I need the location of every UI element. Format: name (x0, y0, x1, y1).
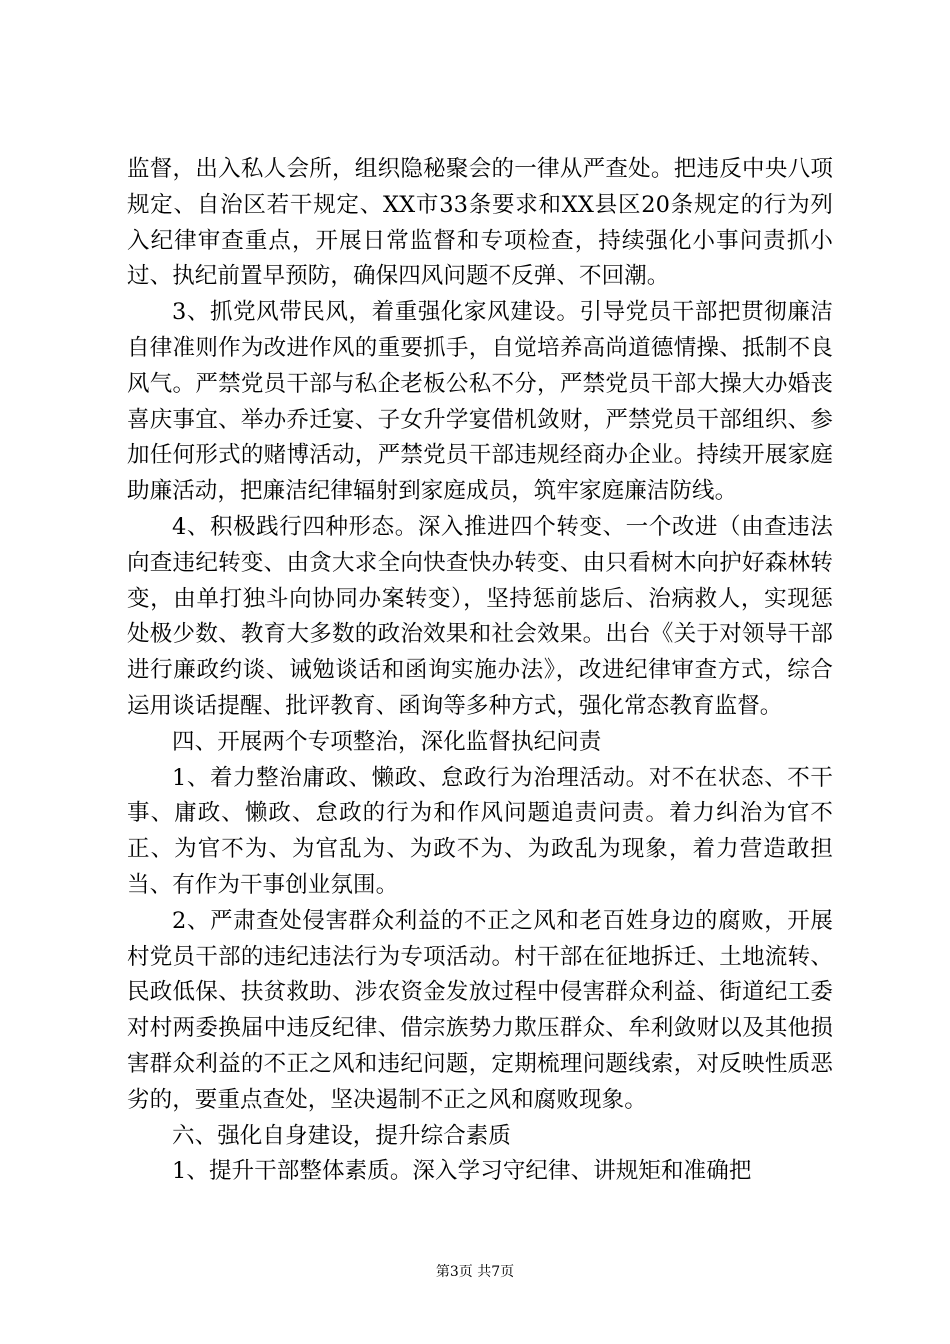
paragraph-item-3: 3、抓党风带民风，着重强化家风建设。引导党员干部把贯彻廉洁自律准则作为改进作风的重要抓手，自觉培养高尚道德情操、抵制不良风气。严禁党员干部与私企老板公私不分，严禁党员干部大操大办婚丧喜庆事宜、举办乔迁宴、子女升学宴借机敛财，严禁党员干部组织、参加任何形式的赌博活动，严禁党员干部违规经商办企业。持续开展家庭助廉活动，把廉洁纪律辐射到家庭成员，筑牢家庭廉洁防线。 (127, 299, 833, 505)
page-number-footer: 第3页 共7页 (435, 1264, 515, 1280)
paragraph-item-4: 4、积极践行四种形态。深入推进四个转变、一个改进（由查违法向查违纪转变、由贪大求全向快查快办转变、由只看树木向护好森林转变，由单打独斗向协同办案转变），坚持惩前毖后、治病救人，实现惩处极少数、教育大多数的政治效果和社会效果。出台《关于对领导干部进行廉政约谈、诫勉谈话和函询实施办法》，改进纪律审查方式，综合运用谈话提醒、批评教育、函询等多种方式，强化常态教育监督。 (127, 513, 833, 719)
paragraph-section6-item-1: 1、提升干部整体素质。深入学习守纪律、讲规矩和准确把 (172, 1158, 752, 1185)
paragraph-continuation: 监督，出入私人会所，组织隐秘聚会的一律从严查处。把违反中央八项规定、自治区若干规定、XX市33条要求和XX县区20条规定的行为列入纪律审查重点，开展日常监督和专项检查，持续强化小事问责抓小过、执纪前置早预防，确保四风问题不反弹、不回潮。 (127, 156, 833, 290)
document-body (127, 152, 833, 1190)
section-heading-6: 六、强化自身建设，提升综合素质 (172, 1122, 512, 1149)
paragraph-section4-item-2: 2、严肃查处侵害群众利益的不正之风和老百姓身边的腐败，开展村党员干部的违纪违法行为专项活动。村干部在征地拆迁、土地流转、民政低保、扶贫救助、涉农资金发放过程中侵害群众利益、街道纪工委对村两委换届中违反纪律、借宗族势力欺压群众、牟利敛财以及其他损害群众利益的不正之风和违纪问题，定期梳理问题线索，对反映性质恶劣的，要重点查处，坚决遏制不正之风和腐败现象。 (127, 907, 833, 1113)
paragraph-section4-item-1: 1、着力整治庸政、懒政、怠政行为治理活动。对不在状态、不干事、庸政、懒政、怠政的行为和作风问题追责问责。着力纠治为官不正、为官不为、为官乱为、为政不为、为政乱为现象，着力营造敢担当、有作为干事创业氛围。 (127, 764, 833, 898)
section-heading-4: 四、开展两个专项整治，深化监督执纪问责 (172, 728, 602, 755)
